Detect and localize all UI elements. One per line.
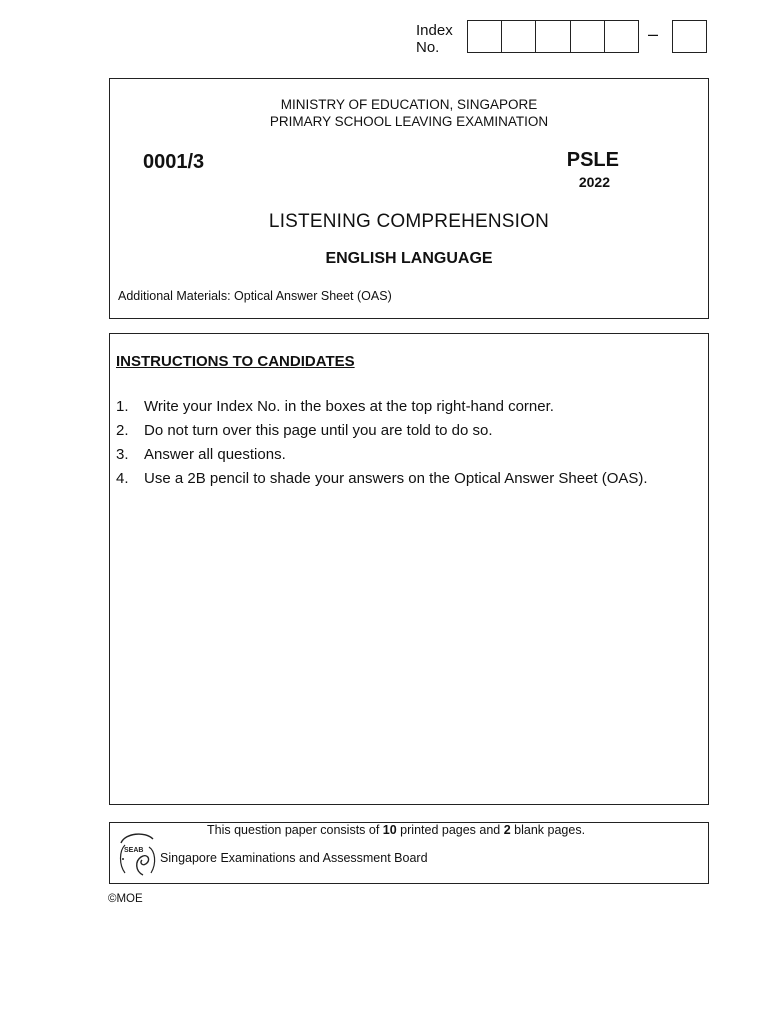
additional-materials: Additional Materials: Optical Answer Sheet (OAS) — [118, 289, 392, 303]
index-digit-box[interactable] — [571, 21, 605, 52]
index-digit-box[interactable] — [468, 21, 502, 52]
ministry-heading: MINISTRY OF EDUCATION, SINGAPORE PRIMARY SCHOOL LEAVING EXAMINATION — [269, 97, 549, 129]
instructions-heading: INSTRUCTIONS TO CANDIDATES — [116, 353, 355, 370]
copyright-notice: ©MOE — [108, 893, 143, 905]
exam-year: 2022 — [578, 174, 610, 190]
seab-logo-icon — [115, 829, 161, 879]
index-digit-box[interactable] — [536, 21, 570, 52]
index-dash: – — [648, 24, 659, 44]
instruction-item: 3. Answer all questions. — [116, 446, 286, 463]
footer-panel — [109, 822, 709, 884]
paper-code: 0001/3 — [143, 151, 205, 173]
page-count-note: This question paper consists of 10 printed pages and 2 blank pages. — [207, 823, 586, 837]
instructions-list — [116, 395, 648, 491]
paper-subject: LISTENING COMPREHENSION — [268, 211, 550, 232]
index-digit-box[interactable] — [605, 21, 638, 52]
exam-short-name: PSLE — [566, 149, 619, 171]
instruction-item: 1. Write your Index No. in the boxes at the top right-hand corner. — [116, 398, 554, 415]
index-no-label: Index No. — [416, 22, 453, 56]
instruction-item: 2. Do not turn over this page until you are told to do so. — [116, 422, 493, 439]
index-number-boxes[interactable] — [467, 20, 639, 53]
index-check-box[interactable] — [672, 20, 707, 53]
instruction-item: 4. Use a 2B pencil to shade your answers on the Optical Answer Sheet (OAS). — [116, 470, 648, 487]
board-name: Singapore Examinations and Assessment Board — [160, 851, 428, 865]
paper-language: ENGLISH LANGUAGE — [325, 250, 493, 267]
svg-text:SEAB: SEAB — [124, 847, 144, 854]
instructions-panel — [109, 333, 709, 805]
cover-panel — [109, 78, 709, 319]
index-digit-box[interactable] — [502, 21, 536, 52]
